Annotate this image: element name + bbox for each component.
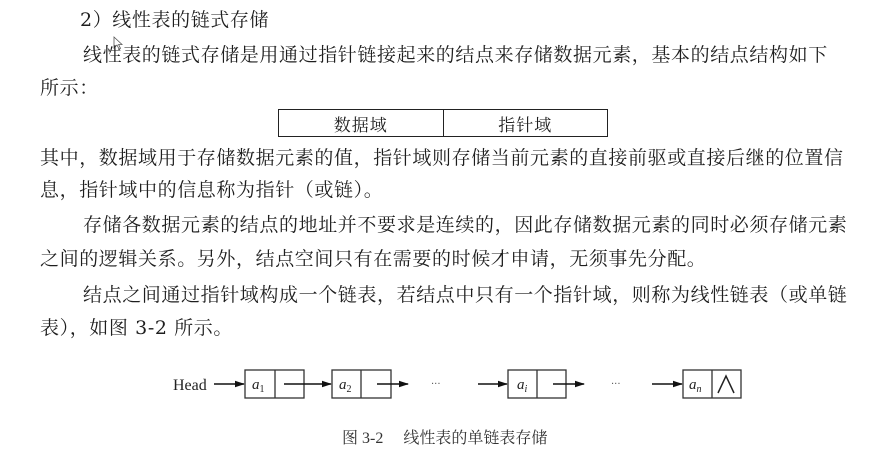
paragraph-3-line-1: 存储各数据元素的结点的地址并不要求是连续的，因此存储数据元素的同时必须存储元素 — [83, 214, 848, 236]
svg-text:an: $a_n$ — [689, 377, 702, 395]
svg-text:a2: $a_2$ — [339, 377, 352, 395]
paragraph-3-line-2: 之间的逻辑关系。另外，结点空间只有在需要的时候才申请，无须事先分配。 — [40, 248, 707, 270]
paragraph-4-line-1: 结点之间通过指针域构成一个链表，若结点中只有一个指针域，则称为线性链表（或单链 — [83, 284, 848, 306]
svg-text:a1: $a_1$ — [252, 377, 265, 395]
paragraph-2-line-1: 其中，数据域用于存储数据元素的值，指针域则存储当前元素的直接前驱或直接后继的位置信 — [40, 147, 844, 169]
data-field-cell: 数据域 — [333, 115, 388, 136]
list-node-ai — [478, 370, 584, 398]
paragraph-1-line-2: 所示： — [40, 77, 99, 99]
ellipsis: ··· — [611, 379, 621, 390]
paragraph-1-line-1: 线性表的链式存储是用通过指针链接起来的结点来存储数据元素，基本的结点结构如下 — [83, 44, 828, 66]
head-label: Head — [173, 377, 207, 394]
null-pointer-icon — [718, 376, 734, 393]
figure-caption-text: 线性表的单链表存储 — [403, 428, 548, 447]
list-node-a2 — [332, 370, 408, 398]
list-node-an — [652, 370, 741, 398]
figure-caption — [342, 428, 547, 449]
paragraph-4-line-2: 表），如图 3-2 所示。 — [40, 317, 233, 339]
ellipsis: ··· — [431, 379, 441, 390]
pointer-field-cell: 指针域 — [443, 110, 608, 136]
paragraph-2-line-2: 息，指针域中的信息称为指针（或链）。 — [40, 179, 384, 201]
svg-text:ai: $a_i$ — [517, 377, 528, 395]
section-heading: 2）线性表的链式存储 — [80, 9, 270, 31]
list-node-a1 — [245, 370, 331, 398]
figure-number: 图 3-2 — [342, 430, 384, 447]
